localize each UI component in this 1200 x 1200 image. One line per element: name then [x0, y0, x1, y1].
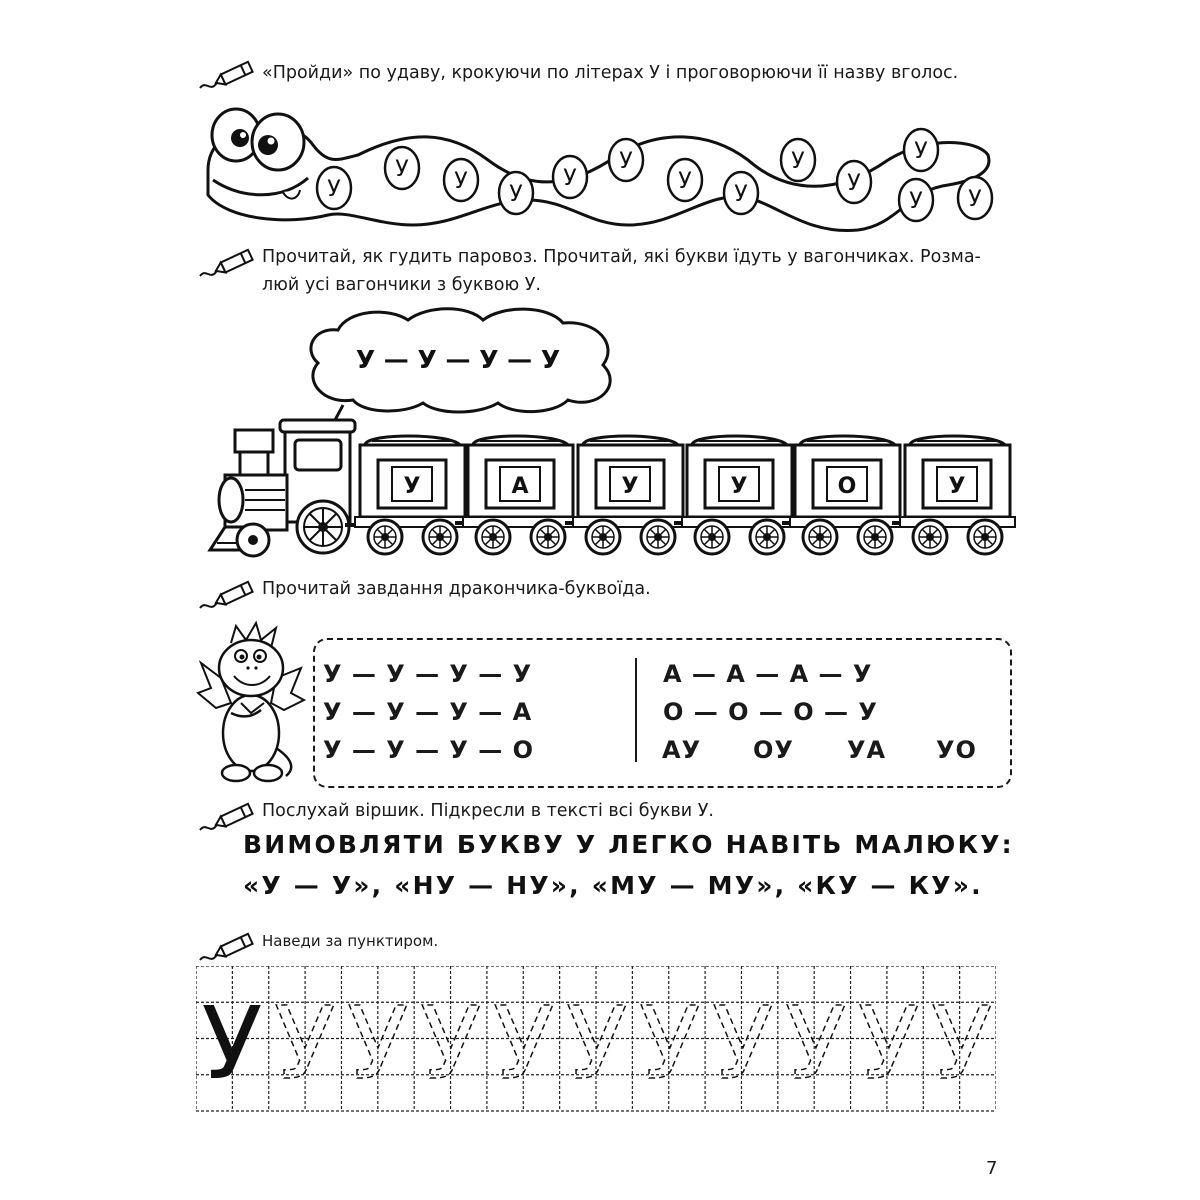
- snake-illustration: [188, 100, 1003, 250]
- task-3-instruction: Прочитай завдання дракончика-буквоїда.: [262, 579, 651, 599]
- trace-letter: У: [201, 985, 263, 1102]
- wagon: [674, 436, 797, 554]
- page-number: 7: [986, 1158, 998, 1179]
- snake-letter: У: [395, 157, 409, 182]
- snake-letter: У: [968, 187, 982, 212]
- trace-letter: У: [347, 985, 409, 1102]
- trace-letter: У: [785, 985, 847, 1102]
- wagon-letter: У: [403, 474, 421, 499]
- trace-letter: У: [639, 985, 701, 1102]
- sequence-right-2: О — О — О — У: [663, 698, 878, 726]
- wagon: [782, 436, 905, 554]
- wagon-letter: О: [837, 474, 857, 499]
- task-1-instruction: «Пройди» по удаву, крокуючи по літерах У і проговорюючи її назву вголос.: [262, 63, 959, 83]
- sequence-right-1: А — А — А — У: [663, 660, 873, 688]
- pencil-icon: [196, 930, 256, 966]
- pencil-icon: [196, 578, 256, 614]
- snake-letter: У: [563, 166, 577, 191]
- pencil-icon: [196, 246, 256, 282]
- snake-letter: У: [619, 149, 633, 174]
- wagon: [892, 436, 1015, 554]
- pencil-icon: [196, 58, 256, 94]
- snake-letter: У: [678, 169, 692, 194]
- trace-letter: У: [493, 985, 555, 1102]
- snake-letter: У: [914, 139, 928, 164]
- sequence-left-2: У — У — У — А: [323, 698, 533, 726]
- wagon-letter: А: [511, 474, 529, 499]
- sequence-left-3: У — У — У — О: [323, 736, 535, 764]
- cloud-text: У — У — У — У: [355, 345, 561, 374]
- train-illustration: [195, 415, 1020, 565]
- trace-letter: У: [566, 985, 628, 1102]
- rhyme-line-1: ВИМОВЛЯТИ БУКВУ У ЛЕГКО НАВІТЬ МАЛЮКУ:: [243, 830, 1014, 859]
- syllable-4: УО: [936, 736, 977, 764]
- wagon-letter: У: [948, 474, 966, 499]
- syllable-1: АУ: [662, 736, 702, 764]
- locomotive: [210, 420, 367, 556]
- task-2-instruction-line-2: люй усі вагончики з буквою У.: [262, 275, 541, 295]
- trace-letter: У: [274, 985, 336, 1102]
- snake-letter: У: [734, 182, 748, 207]
- dragon-illustration: [196, 618, 306, 788]
- trace-letter: У: [712, 985, 774, 1102]
- wagon: [455, 436, 578, 554]
- rhyme-line-2: «У — У», «НУ — НУ», «МУ — МУ», «КУ — КУ».: [243, 871, 983, 900]
- snake-letter: У: [791, 149, 805, 174]
- syllable-3: УА: [847, 736, 887, 764]
- task-5-instruction: Наведи за пунктиром.: [262, 932, 439, 950]
- snake-letter: У: [454, 169, 468, 194]
- trace-letter: У: [858, 985, 920, 1102]
- snake-letter: У: [847, 171, 861, 196]
- wagon: [355, 436, 470, 554]
- syllable-2: ОУ: [753, 736, 794, 764]
- snake-letter: У: [327, 177, 341, 202]
- wagon: [565, 436, 688, 554]
- speech-cloud: [298, 305, 628, 425]
- sequence-left-1: У — У — У — У: [323, 660, 533, 688]
- task-2-instruction-line-1: Прочитай, як гудить паровоз. Прочитай, які букви їдуть у вагончиках. Розма-: [262, 247, 981, 267]
- snake-letter: У: [509, 182, 523, 207]
- dragon-task-divider: [635, 658, 637, 762]
- tracing-grid: [196, 966, 996, 1116]
- trace-letter: У: [931, 985, 993, 1102]
- task-4-instruction: Послухай віршик. Підкресли в тексті всі букви У.: [262, 801, 714, 821]
- trace-letter: У: [420, 985, 482, 1102]
- snake-letter: У: [909, 189, 923, 214]
- wagon-letter: У: [621, 474, 639, 499]
- wagon-letter: У: [730, 474, 748, 499]
